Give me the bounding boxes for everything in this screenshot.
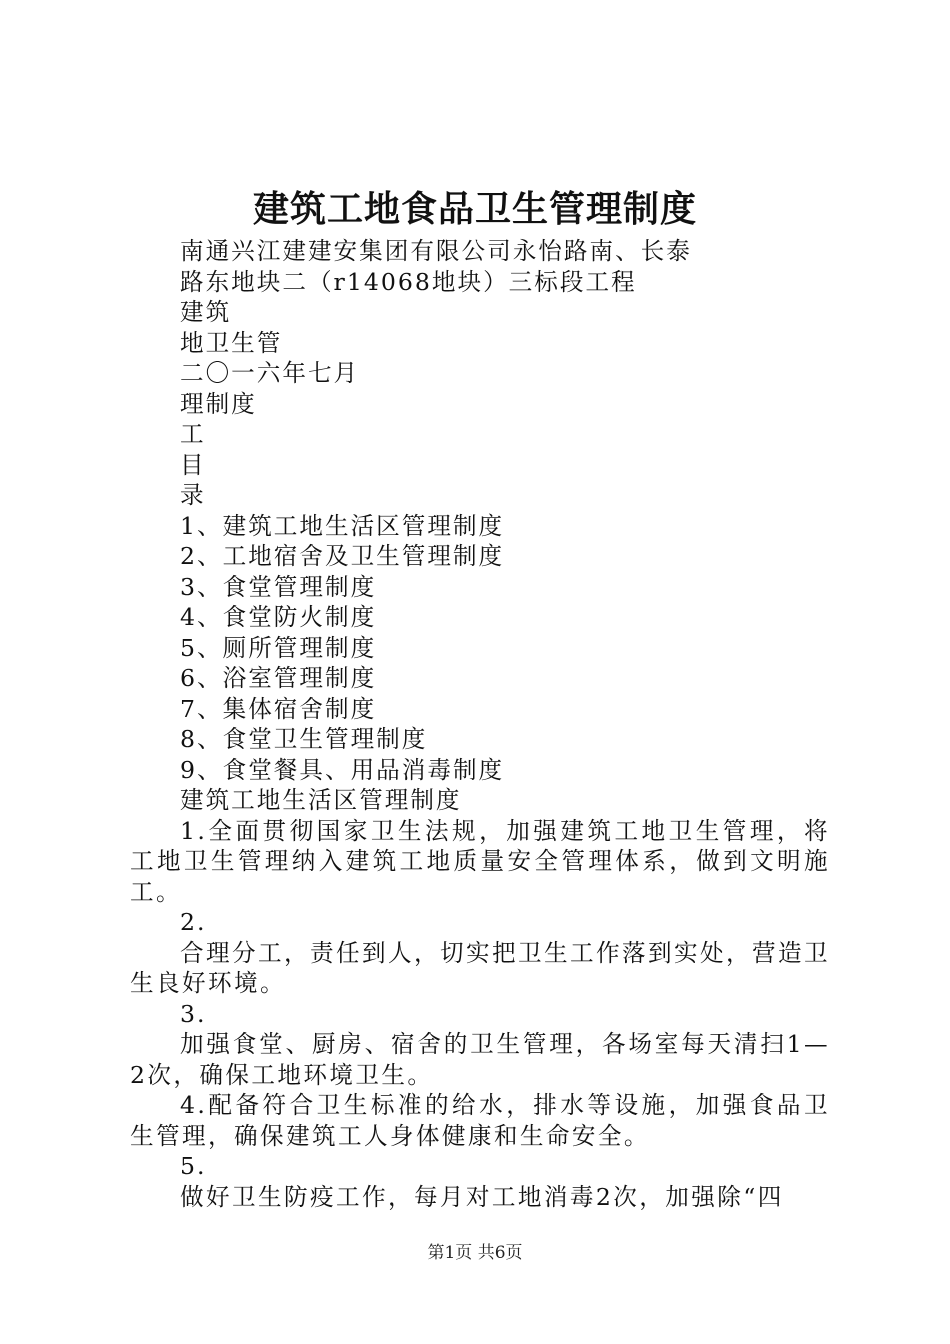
toc-item: 2、工地宿舍及卫生管理制度 (180, 542, 505, 570)
header-line: 理制度 (180, 389, 257, 418)
rule-paragraph: 4.配备符合卫生标准的给水，排水等设施，加强食品卫生管理，确保建筑工人身体健康和生命安全。 (130, 1091, 830, 1150)
rule-number: 5. (180, 1152, 207, 1180)
toc-item: 8、食堂卫生管理制度 (180, 725, 428, 753)
header-line: 地卫生管 (180, 328, 283, 357)
toc-item: 7、集体宿舍制度 (180, 694, 377, 723)
section-heading: 建筑工地生活区管理制度 (180, 786, 462, 814)
rule-paragraph: 做好卫生防疫工作，每月对工地消毒2次，加强除“四 (180, 1182, 784, 1211)
rule-number: 3. (180, 999, 207, 1028)
toc-item: 5、厕所管理制度 (180, 633, 377, 662)
rule-number: 2. (180, 908, 207, 936)
header-line: 目 (180, 450, 206, 479)
toc-item: 1、建筑工地生活区管理制度 (180, 511, 505, 540)
header-line: 工 (180, 420, 206, 448)
document-body (130, 236, 830, 1212)
header-line: 南通兴江建建安集团有限公司永怡路南、长泰 (180, 237, 692, 265)
page-footer: 第1页 共6页 (427, 1243, 523, 1263)
toc-item: 9、食堂餐具、用品消毒制度 (180, 755, 505, 784)
header-line: 建筑 (180, 298, 232, 326)
document-title: 建筑工地食品卫生管理制度 (252, 188, 697, 230)
header-line: 二〇一六年七月 (180, 359, 360, 387)
toc-item: 6、浴室管理制度 (180, 664, 377, 692)
header-line: 录 (180, 481, 206, 509)
header-line: 路东地块二（r14068地块）三标段工程 (180, 267, 637, 296)
rule-paragraph: 合理分工，责任到人，切实把卫生工作落到实处，营造卫生良好环境。 (130, 938, 830, 997)
toc-item: 4、食堂防火制度 (180, 603, 377, 631)
rule-paragraph: 1.全面贯彻国家卫生法规，加强建筑工地卫生管理，将工地卫生管理纳入建筑工地质量安全管理体系，做到文明施工。 (130, 816, 830, 906)
rule-paragraph: 加强食堂、厨房、宿舍的卫生管理，各场室每天清扫1—2次，确保工地环境卫生。 (130, 1030, 830, 1089)
toc-item: 3、食堂管理制度 (180, 572, 377, 601)
